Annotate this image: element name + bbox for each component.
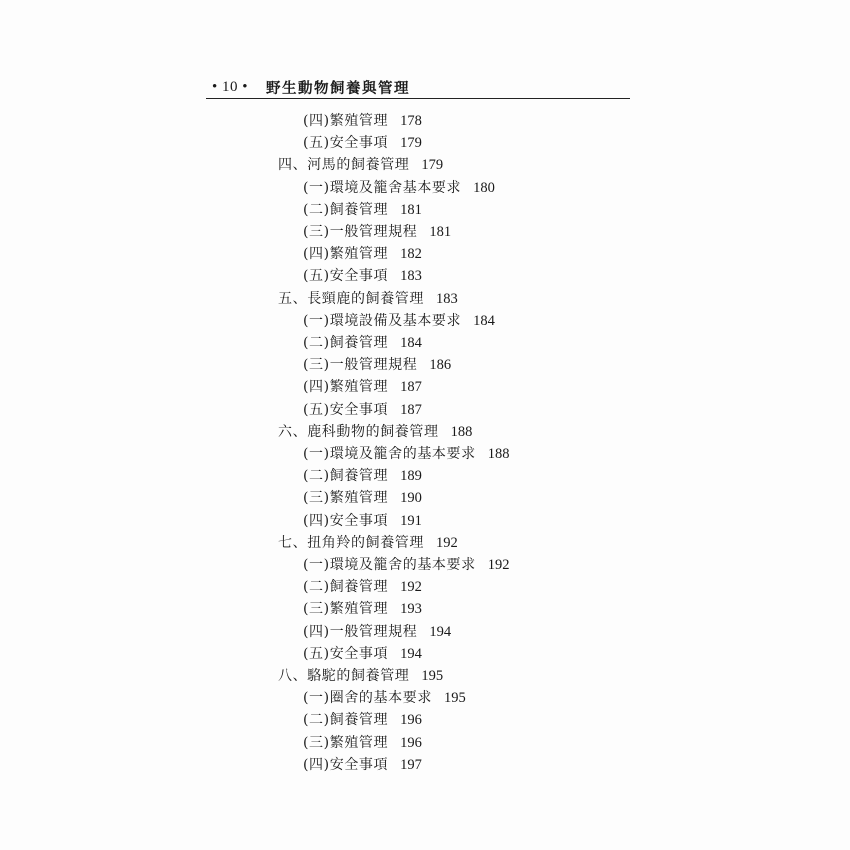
toc-entry-page-number: 187 [400, 379, 422, 396]
toc-entry-label: 七、扭角羚的飼養管理 [278, 534, 424, 551]
toc-section-entry [278, 665, 443, 687]
toc-subsection-entry [303, 310, 495, 332]
toc-entry-label: 八、駱駝的飼養管理 [278, 668, 410, 684]
toc-entry-label: (五)安全事項 [303, 135, 389, 152]
book-title: 野生動物飼養與管理 [266, 79, 411, 97]
toc-entry-label: (四)安全事項 [303, 512, 389, 529]
toc-subsection-entry [303, 687, 466, 709]
toc-subsection-entry [303, 621, 451, 643]
toc-entry-page-number: 191 [400, 512, 422, 529]
toc-entry-label: (四)繁殖管理 [303, 379, 389, 396]
toc-section-entry [278, 288, 458, 310]
toc-entry-label: (四)繁殖管理 [303, 113, 389, 129]
toc-entry-label: (四)安全事項 [303, 756, 389, 773]
toc-subsection-entry [303, 132, 422, 154]
header-rule [206, 98, 630, 99]
toc-subsection-entry [303, 643, 422, 665]
toc-subsection-entry [303, 221, 451, 243]
toc-entry-page-number: 179 [421, 157, 444, 174]
toc-subsection-entry [303, 199, 422, 221]
toc-entry-label: (四)一般管理規程 [303, 623, 418, 640]
toc-entry-label: (一)環境及籠舍的基本要求 [303, 557, 476, 573]
toc-entry-label: (五)安全事項 [303, 645, 389, 662]
toc-entry-page-number: 196 [400, 712, 422, 729]
toc-entry-label: (三)繁殖管理 [303, 734, 389, 751]
toc-subsection-entry [303, 598, 422, 620]
toc-entry-page-number: 192 [436, 534, 458, 551]
page-number: • 10 • [212, 78, 249, 95]
toc-entry-page-number: 197 [400, 756, 422, 773]
toc-entry-page-number: 184 [400, 335, 422, 351]
toc-subsection-entry [303, 554, 509, 576]
toc-entry-page-number: 181 [400, 201, 422, 218]
toc-section-entry [278, 421, 472, 443]
toc-subsection-entry [303, 354, 451, 376]
toc-entry-label: (一)圈舍的基本要求 [303, 690, 432, 707]
toc-entry-page-number: 179 [400, 135, 422, 152]
toc-subsection-entry [303, 487, 422, 509]
toc-entry-page-number: 193 [400, 601, 422, 618]
toc-entry-label: (二)飼養管理 [303, 712, 389, 729]
toc-entry-page-number: 184 [473, 312, 495, 329]
toc-subsection-entry [303, 443, 509, 465]
toc-section-entry [278, 154, 443, 176]
toc-section-entry [278, 532, 458, 554]
toc-entry-page-number: 196 [400, 734, 422, 751]
toc-subsection-entry [303, 110, 422, 132]
toc-entry-label: 六、鹿科動物的飼養管理 [278, 423, 439, 440]
toc-entry-page-number: 180 [473, 179, 495, 196]
toc-subsection-entry [303, 177, 495, 199]
running-header [212, 76, 410, 98]
toc-entry-label: 五、長頸鹿的飼養管理 [278, 290, 424, 307]
toc-entry-label: (二)飼養管理 [303, 468, 389, 485]
toc-entry-page-number: 183 [400, 268, 422, 285]
toc-subsection-entry [303, 399, 422, 421]
toc-entry-label: (五)安全事項 [303, 268, 389, 285]
toc-entry-label: (三)一般管理規程 [303, 357, 418, 374]
toc-subsection-entry [303, 754, 422, 776]
toc-entry-page-number: 195 [443, 690, 466, 707]
toc-entry-label: (五)安全事項 [303, 401, 389, 418]
toc-subsection-entry [303, 332, 422, 354]
toc-entry-page-number: 192 [487, 557, 510, 573]
toc-entry-page-number: 188 [450, 423, 473, 440]
toc-entry-label: (一)環境及籠舍的基本要求 [303, 446, 476, 462]
toc-entry-page-number: 189 [400, 468, 422, 485]
toc-entry-label: 四、河馬的飼養管理 [278, 157, 410, 174]
toc-entry-page-number: 188 [487, 446, 510, 462]
toc-entry-page-number: 186 [429, 357, 452, 374]
toc-entry-label: (三)繁殖管理 [303, 490, 389, 507]
toc-entry-page-number: 182 [400, 246, 422, 263]
toc-entry-page-number: 178 [400, 113, 422, 129]
toc-subsection-entry [303, 732, 422, 754]
toc-entry-label: (二)飼養管理 [303, 201, 389, 218]
toc-entry-page-number: 183 [436, 290, 458, 307]
toc-entry-label: (二)飼養管理 [303, 579, 389, 596]
toc-entry-label: (一)環境設備及基本要求 [303, 312, 462, 329]
toc-subsection-entry [303, 709, 422, 731]
toc-subsection-entry [303, 510, 422, 532]
toc-subsection-entry [303, 465, 422, 487]
toc-entry-page-number: 194 [400, 645, 422, 662]
toc-entry-label: (三)繁殖管理 [303, 601, 389, 618]
toc-subsection-entry [303, 376, 422, 398]
toc-entry-label: (四)繁殖管理 [303, 246, 389, 263]
toc-entry-page-number: 190 [400, 490, 422, 507]
toc-entry-page-number: 181 [429, 224, 452, 240]
toc-entry-page-number: 194 [429, 623, 452, 640]
toc-subsection-entry [303, 265, 422, 287]
toc-subsection-entry [303, 243, 422, 265]
toc-entry-label: (三)一般管理規程 [303, 224, 418, 240]
toc-entry-page-number: 187 [400, 401, 422, 418]
toc-entry-label: (二)飼養管理 [303, 335, 389, 351]
toc-entry-label: (一)環境及籠舍基本要求 [303, 179, 462, 196]
toc-entry-page-number: 195 [421, 668, 444, 684]
toc-entry-page-number: 192 [400, 579, 422, 596]
toc-subsection-entry [303, 576, 422, 598]
